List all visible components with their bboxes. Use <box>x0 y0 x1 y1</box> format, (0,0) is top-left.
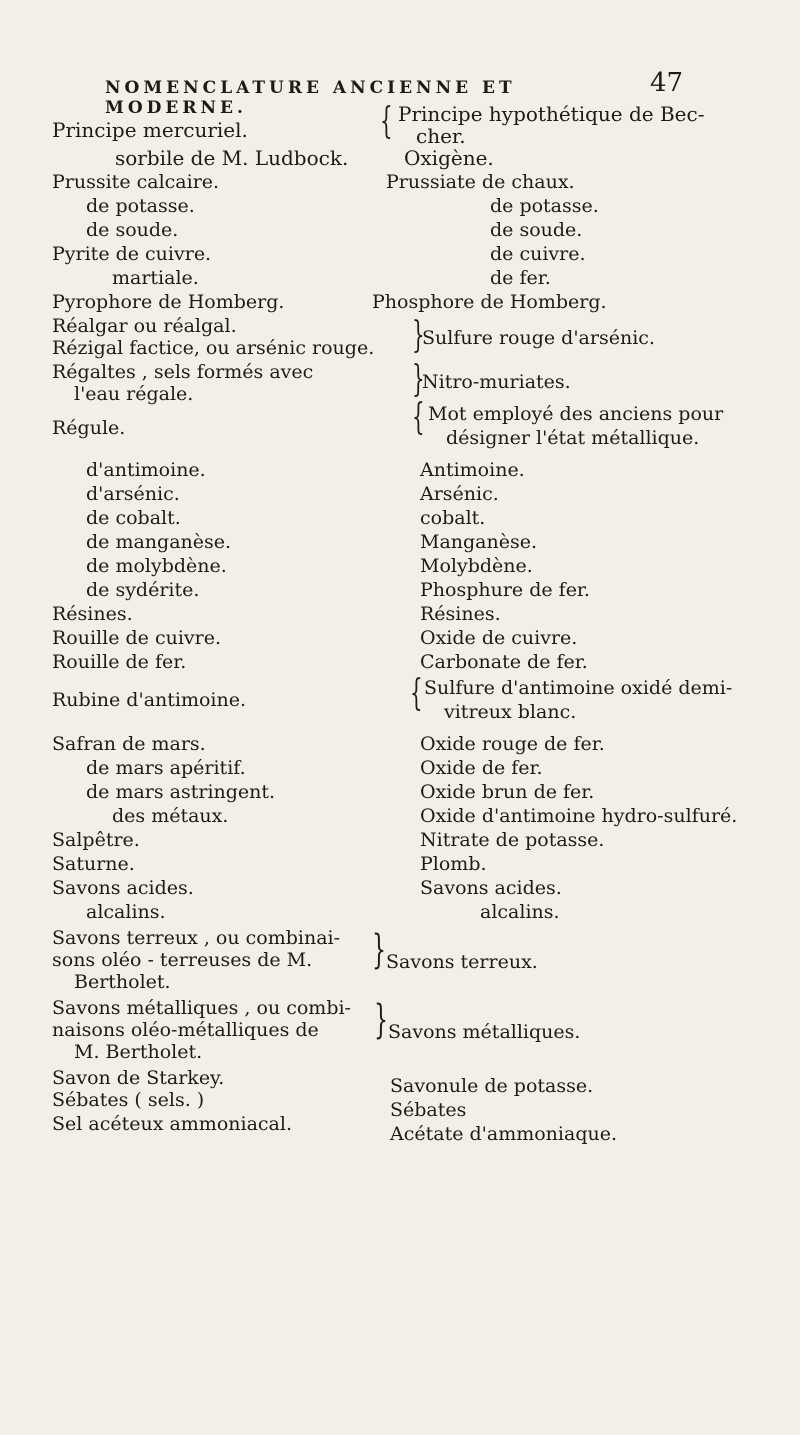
entry-new: cher. <box>416 124 466 148</box>
entry-old: Réalgar ou réalgal. <box>52 315 237 337</box>
entry-old: Sel acéteux ammoniacal. <box>52 1113 292 1135</box>
entry-new: Plomb. <box>420 853 487 875</box>
page-number: 47 <box>650 68 684 98</box>
entry-new: vitreux blanc. <box>444 701 577 723</box>
entry-old: de mars astringent. <box>86 781 276 803</box>
entry-new: Résines. <box>420 603 501 625</box>
entry-old: des métaux. <box>112 805 229 827</box>
entry-old: de molybdène. <box>86 555 227 577</box>
entry-old: Savons métalliques , ou combi- <box>52 997 351 1019</box>
entry-new: de potasse. <box>490 195 599 217</box>
entry-old: Pyrite de cuivre. <box>52 243 212 265</box>
entry-new: Oxide de fer. <box>420 757 543 779</box>
entry-new: Savons métalliques. <box>388 1021 581 1043</box>
entry-new: Sébates <box>390 1099 467 1121</box>
entry-new: Savons acides. <box>420 877 562 899</box>
entry-new: Arsénic. <box>420 483 499 505</box>
brace: { <box>410 673 423 714</box>
entry-old: de cobalt. <box>86 507 181 529</box>
entry-new: Phosphore de Homberg. <box>372 291 607 313</box>
entry-old: Principe mercuriel. <box>52 118 248 142</box>
entry-old: Régaltes , sels formés avec <box>52 361 314 383</box>
entry-old: de manganèse. <box>86 531 232 553</box>
entry-new: Phosphure de fer. <box>420 579 590 601</box>
entry-new: Oxide brun de fer. <box>420 781 595 803</box>
entry-new: Manganèse. <box>420 531 538 553</box>
entry-old: de sydérite. <box>86 579 200 601</box>
entry-new: Principe hypothétique de Bec- <box>398 102 705 126</box>
entry-new: Sulfure d'antimoine oxidé demi- <box>424 677 733 699</box>
entry-new: Prussiate de chaux. <box>386 171 575 193</box>
entry-new: Oxide rouge de fer. <box>420 733 605 755</box>
entry-old: sons oléo - terreuses de M. <box>52 949 313 971</box>
entry-old: Rubine d'antimoine. <box>52 689 247 711</box>
entry-old: de soude. <box>86 219 179 241</box>
entry-new: Antimoine. <box>420 459 525 481</box>
entry-new: désigner l'état métallique. <box>446 427 700 449</box>
brace: { <box>380 101 393 142</box>
entry-new: Nitrate de potasse. <box>420 829 605 851</box>
entry-new: Molybdène. <box>420 555 533 577</box>
entry-old: Rouille de cuivre. <box>52 627 221 649</box>
entry-old: d'arsénic. <box>86 483 180 505</box>
entry-old: d'antimoine. <box>86 459 206 481</box>
entry-old: Rézigal factice, ou arsénic rouge. <box>52 337 375 359</box>
entry-old: Régule. <box>52 417 126 439</box>
entry-old: sorbile de M. Ludbock. <box>115 146 349 170</box>
entry-old: Sébates ( sels. ) <box>52 1089 205 1111</box>
entry-old: Savons terreux , ou combinai- <box>52 927 341 949</box>
entry-new: Savonule de potasse. <box>390 1075 594 1097</box>
entry-old: de mars apéritif. <box>86 757 246 779</box>
entry-old: martiale. <box>112 267 199 289</box>
entry-old: Savon de Starkey. <box>52 1067 225 1089</box>
entry-new: de fer. <box>490 267 551 289</box>
entry-new: Oxide d'antimoine hydro-sulfuré. <box>420 805 738 827</box>
entry-old: Bertholet. <box>74 971 171 993</box>
running-header: NOMENCLATURE ANCIENNE ET MODERNE. <box>105 78 516 118</box>
entry-old: l'eau régale. <box>74 383 194 405</box>
entry-old: de potasse. <box>86 195 195 217</box>
entry-old: Safran de mars. <box>52 733 206 755</box>
entry-old: Prussite calcaire. <box>52 171 220 193</box>
entry-new: de soude. <box>490 219 583 241</box>
entry-new: cobalt. <box>420 507 486 529</box>
entry-old: naisons oléo-métalliques de <box>52 1019 319 1041</box>
entry-old: Saturne. <box>52 853 135 875</box>
entry-old: Pyrophore de Homberg. <box>52 291 285 313</box>
entry-new: Acétate d'ammoniaque. <box>390 1123 617 1145</box>
brace: { <box>412 397 425 438</box>
entry-new: Mot employé des anciens pour <box>428 403 724 425</box>
entry-new: Oxigène. <box>404 146 494 170</box>
entry-old: Rouille de fer. <box>52 651 187 673</box>
entry-old: Savons acides. <box>52 877 194 899</box>
entry-old: alcalins. <box>86 901 166 923</box>
entry-new: Sulfure rouge d'arsénic. <box>422 327 655 349</box>
entry-new: alcalins. <box>480 901 560 923</box>
entry-old: Résines. <box>52 603 133 625</box>
brace: } <box>372 927 386 973</box>
entry-new: Oxide de cuivre. <box>420 627 578 649</box>
entry-new: Carbonate de fer. <box>420 651 588 673</box>
brace: } <box>412 315 425 356</box>
brace: } <box>412 359 425 400</box>
entry-old: Salpêtre. <box>52 829 140 851</box>
entry-new: Nitro-muriates. <box>422 371 571 393</box>
entry-new: Savons terreux. <box>386 951 538 973</box>
brace: } <box>374 997 388 1043</box>
entry-old: M. Bertholet. <box>74 1041 203 1063</box>
entry-new: de cuivre. <box>490 243 586 265</box>
